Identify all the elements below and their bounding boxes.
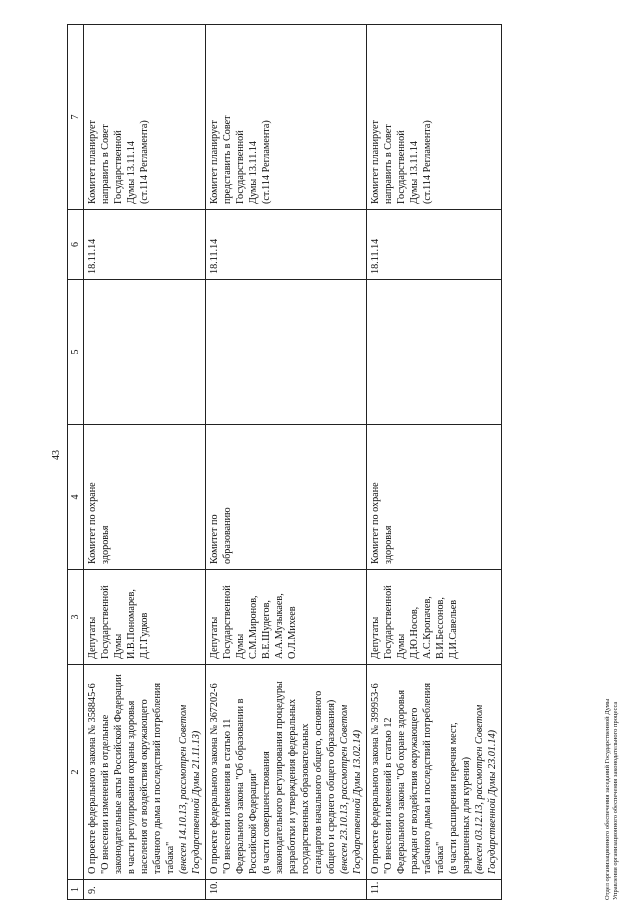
bill-title-line: разрешенных для курения) [461,756,472,874]
date-cell: 18.11.14 [206,210,367,280]
bill-note-line: (внесен 03.12.13, рассмотрен Советом [474,704,485,874]
subject-line: В.И.Бессонов, [435,597,446,659]
committee-line: образованию [222,507,233,564]
bill-title-line: "О внесении изменений в отдельные [100,714,111,874]
page-number: 43 [51,450,62,460]
footer [604,699,620,900]
plan-line: Комитет планирует [87,120,98,204]
col5-cell [367,280,502,425]
bill-note-line: Государственной Думы 13.02.14) [352,729,363,874]
bill-title-line: граждан от воздействия окружающего [409,707,420,874]
subject-line: А.А.Музыкаев, [274,593,285,659]
bill-title-line: О проекте федерального закона № 399953-6 [370,683,381,874]
subject-line: Депутаты [370,616,381,659]
bill-title-line: разработки и утверждения федеральных [287,698,298,874]
col5-cell [206,280,367,425]
row-number: 9. [84,880,206,900]
subject-line: Государственной [222,585,233,659]
bill-note-line: (внесен 14.10.13, рассмотрен Советом [178,704,189,874]
plan-line: представить в Совет [222,115,233,204]
header-row [68,25,84,900]
bill-title-line: в части регулирования охраны здоровья [126,700,137,874]
plan-line: (ст.114 Регламента) [261,120,272,204]
subject-line: Депутаты [87,616,98,659]
bill-title-line: табака" [165,841,176,874]
plan-line: Государственной [396,130,407,204]
plan-cell [206,25,367,210]
subject-line: В.Е.Шудегов, [261,600,272,659]
col-header: 4 [68,425,84,570]
bill-title-line: "О внесении изменения в статью 11 [222,718,233,874]
plan-cell [367,25,502,210]
plan-line: Государственной [235,130,246,204]
plan-line: Комитет планирует [370,120,381,204]
plan-line: (ст.114 Регламента) [139,120,150,204]
bill-title-line: законодательного регулирования процедуры [274,681,285,874]
subject-line: Государственной [383,585,394,659]
plan-line: Думы 13.11.14 [126,140,137,204]
subject-line: Думы [235,633,246,659]
bill-subject [84,570,206,665]
responsible-committee [367,425,502,570]
bill-title-line: табака" [435,841,446,874]
responsible-committee [206,425,367,570]
bill-title-line: табачного дыма и последствий потребления [152,682,163,874]
bill-title-line: государственных образовательных [300,723,311,874]
bill-description [206,665,367,880]
footer-line: Отдел организационного обеспечения заседаний Государственной Думы [604,698,611,900]
bill-description [367,665,502,880]
subject-line: Государственной [100,585,111,659]
col5-cell [84,280,206,425]
col-header: 1 [68,880,84,900]
date-cell: 18.11.14 [84,210,206,280]
col-header: 2 [68,665,84,880]
responsible-committee [84,425,206,570]
plan-cell [84,25,206,210]
subject-line: И.В.Пономарев, [126,589,137,659]
col-header: 7 [68,25,84,210]
bill-note-line: (внесен 23.10.13, рассмотрен Советом [339,704,350,874]
col-header: 5 [68,280,84,425]
bill-title-line: общего и среднего общего образования) [326,699,337,874]
row-number: 11. [367,880,502,900]
subject-line: О.Л.Михеев [287,606,298,659]
plan-line: Думы 13.11.14 [409,140,420,204]
plan-line: (ст.114 Регламента) [422,120,433,204]
bill-title-line: (в части расширения перечня мест, [448,722,459,874]
subject-line: Думы [113,633,124,659]
bill-title-line: "О внесении изменений в статью 12 [383,717,394,874]
bill-title-line: законодательные акты Российской Федерации [113,674,124,874]
subject-line: Д.Г.Гудков [139,612,150,659]
bill-title-line: табачного дыма и последствий потребления [422,682,433,874]
committee-line: Комитет по охране [87,482,98,564]
plan-line: направить в Совет [383,124,394,204]
bills-table [67,24,502,900]
bill-note-line: Государственной Думы 23.01.14) [487,729,498,874]
row-number: 10. [206,880,367,900]
bill-title-line: Федерального закона "Об образовании в [235,698,246,874]
footer-line: Управления организационного обеспечения законодательного процесса [612,701,619,900]
bill-title-line: О проекте федерального закона № 367202-6 [209,683,220,874]
bill-note-line: Государственной Думы 21.11.13) [191,730,202,874]
subject-line: Д.Ю.Носов, [409,606,420,659]
subject-line: Думы [396,633,407,659]
col-header: 6 [68,210,84,280]
plan-line: Комитет планирует [209,120,220,204]
committee-line: Комитет по [209,514,220,564]
bill-title-line: стандартов начального общего, основного [313,690,324,874]
bill-description [84,665,206,880]
date-cell: 18.11.14 [367,210,502,280]
bill-title-line: населения от воздействия окружающего [139,699,150,874]
plan-line: Государственной [113,130,124,204]
bill-title-line: Федерального закона "Об охране здоровья [396,689,407,874]
table-row [206,25,367,900]
bill-title-line: Российской Федерации" [248,768,259,874]
col-header: 3 [68,570,84,665]
committee-line: здоровья [100,525,111,564]
subject-line: С.М.Миронов, [248,595,259,659]
table-row [84,25,206,900]
bill-subject [367,570,502,665]
bill-subject [206,570,367,665]
committee-line: здоровья [383,525,394,564]
plan-line: направить в Совет [100,124,111,204]
subject-line: Д.И.Савельев [448,599,459,659]
table-row [367,25,502,900]
bill-title-line: (в части совершенствования [261,751,272,874]
bill-title-line: О проекте федерального закона № 358845-6 [87,683,98,874]
plan-line: Думы 13.11.14 [248,140,259,204]
subject-line: А.С.Кропачев, [422,596,433,659]
subject-line: Депутаты [209,616,220,659]
committee-line: Комитет по охране [370,482,381,564]
